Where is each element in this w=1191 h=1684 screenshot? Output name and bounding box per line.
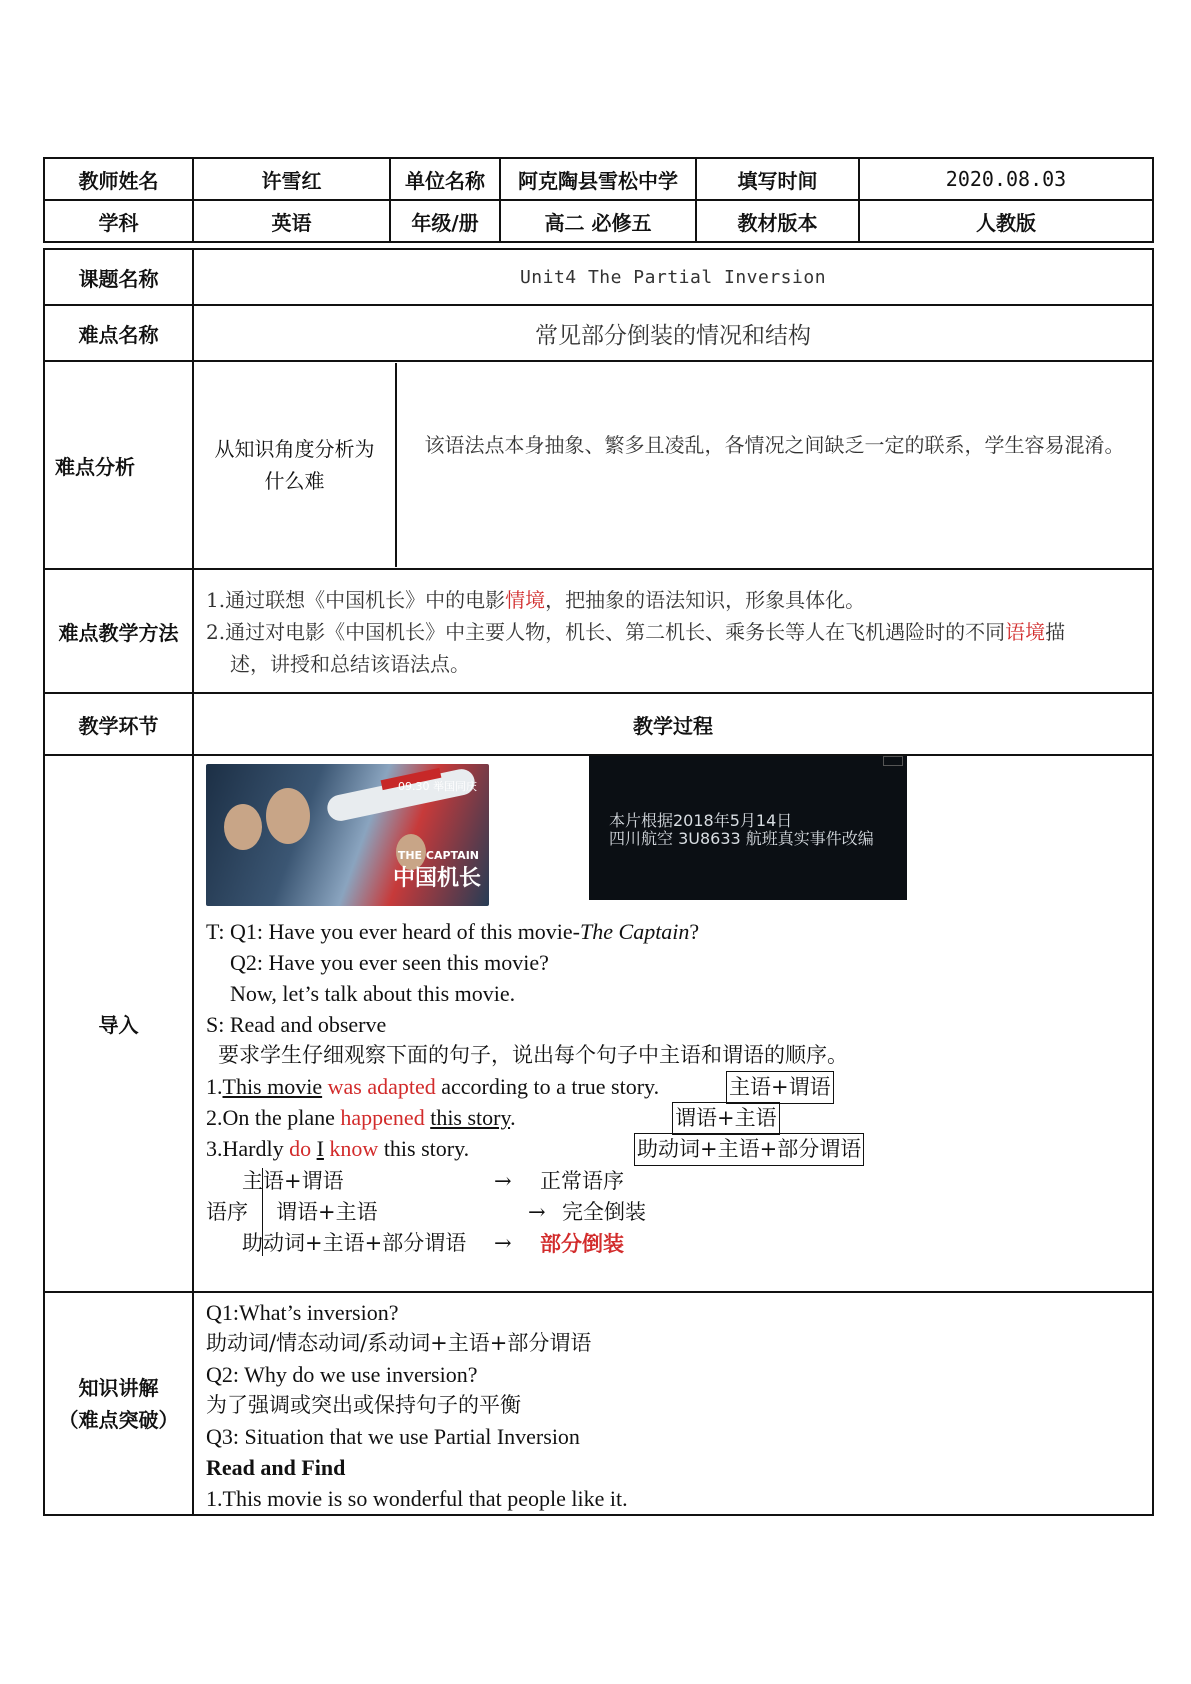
intro-q1-b: ? [689,919,700,944]
video-logo-icon [883,756,903,766]
s3-order-box: 助动词+主语+部分谓语 [634,1133,864,1166]
intro-requirement: 要求学生仔细观察下面的句子，说出每个句子中主语和谓语的顺序。 [218,1043,848,1067]
method-label: 难点教学方法 [44,569,193,693]
header-info-table [43,157,1154,243]
intro-content [194,756,1150,1289]
date-value: 2020.08.03 [859,158,1153,200]
knowledge-text [193,1292,1153,1515]
s1-num: 1. [206,1074,223,1099]
method-line-1 [206,584,1142,616]
result-3: 部分倒装 [540,1231,624,1256]
difficulty-label: 难点名称 [44,305,193,361]
s3-do: do [289,1136,312,1161]
analysis-text: 该语法点本身抽象、繁多且凌乱，各情况之间缺乏一定的联系，学生容易混淆。 [396,363,1152,567]
knowledge-q2: Q2: Why do we use inversion? [206,1362,478,1387]
s1-order-box: 主语+谓语 [726,1071,834,1104]
knowledge-q3: Q3: Situation that we use Partial Inversion [206,1424,580,1449]
s1-rest: according to a true story. [441,1074,660,1099]
method-line2-b: 描 [1045,620,1066,644]
arrow-3-icon: → [494,1231,512,1255]
intro-q2: Q2: Have you ever seen this movie? [230,950,549,975]
knowledge-read-find: Read and Find [206,1455,346,1480]
date-label: 填写时间 [696,158,859,200]
intro-text [206,916,1136,1260]
knowledge-label-1: 知识讲解 [78,1375,159,1400]
method-line-3: 述，讲授和总结该语法点。 [230,652,470,676]
intro-now: Now, let’s talk about this movie. [230,981,516,1006]
knowledge-label-2: （难点突破） [58,1407,179,1432]
poster-face-1 [224,804,262,850]
s3-a: 3.Hardly [206,1136,290,1161]
sentence-2 [206,1102,1136,1133]
grade-value: 高二 必修五 [500,200,696,242]
difficulty-value: 常见部分倒装的情况和结构 [193,305,1153,361]
knowledge-example-1: 1.This movie is so wonderful that people like it. [206,1486,628,1511]
s2-subject: this story [430,1105,511,1130]
video-caption-line-2: 四川航空 3U8633 航班真实事件改编 [609,829,874,848]
method-line1-red: 情境 [505,588,546,612]
teacher-value: 许雪红 [193,158,390,200]
knowledge-a2: 为了强调或突出或保持句子的平衡 [206,1393,521,1417]
intro-label: 导入 [44,755,193,1292]
intro-cell [193,755,1153,1292]
sentence-3 [206,1133,1136,1164]
knowledge-label [44,1292,193,1515]
process-header-label: 教学环节 [44,693,193,755]
poster-subtitle: THE CAPTAIN [397,849,479,862]
intro-q1-italic: The Captain [580,919,690,944]
topic-value: Unit4 The Partial Inversion [193,249,1153,305]
sentence-1 [206,1071,1136,1102]
arrow-2-icon: → [528,1200,546,1224]
order-2: 谓语+主语 [276,1200,378,1224]
order-summary [206,1164,1136,1260]
subject-value: 英语 [193,200,390,242]
knowledge-q1: Q1:What’s inversion? [206,1300,399,1325]
s3-know: know [329,1136,379,1161]
main-lesson-table [43,248,1154,1516]
method-line2-a: 2.通过对电影《中国机长》中主要人物，机长、第二机长、乘务长等人在飞机遇险时的不同 [206,620,1006,644]
intro-q1-a: T: Q1: Have you ever heard of this movie- [206,919,581,944]
analysis-cell [193,361,1153,569]
s1-verb: was adapted [327,1074,436,1099]
movie-poster-image [206,764,489,906]
analysis-inner-table [194,363,1152,567]
video-caption-line-1: 本片根据2018年5月14日 [609,811,793,830]
order-3: 助动词+主语+部分谓语 [242,1231,467,1255]
video-still-image [589,756,907,900]
poster-date: 09.30 举国同庆 [398,780,477,793]
process-header-value: 教学过程 [193,693,1153,755]
method-line2-red: 语境 [1005,620,1046,644]
textbook-value: 人教版 [859,200,1153,242]
unit-value: 阿克陶县雪松中学 [500,158,696,200]
order-1: 主语+谓语 [242,1169,344,1193]
s2-order-box: 谓语+主语 [672,1102,780,1135]
method-line1-b: ，把抽象的语法知识，形象具体化。 [545,588,866,612]
poster-title: 中国机长 [392,866,481,891]
s1-subject: This movie [222,1074,323,1099]
poster-face-2 [266,788,310,844]
intro-q1 [206,916,1136,947]
topic-label: 课题名称 [44,249,193,305]
subject-label: 学科 [44,200,193,242]
s3-rest: this story. [383,1136,470,1161]
method-line1-a: 1.通过联想《中国机长》中的电影 [206,588,506,612]
s3-i: I [316,1136,324,1161]
arrow-1-icon: → [494,1169,512,1193]
intro-s: S: Read and observe [206,1012,387,1037]
unit-label: 单位名称 [390,158,500,200]
textbook-label: 教材版本 [696,200,859,242]
method-text [193,569,1153,693]
analysis-label: 难点分析 [44,361,193,569]
s2-verb: happened [340,1105,425,1130]
grade-label: 年级/册 [390,200,500,242]
result-2: 完全倒装 [562,1200,646,1224]
result-1: 正常语序 [540,1169,624,1193]
knowledge-a1: 助动词/情态动词/系动词+主语+部分谓语 [206,1331,592,1355]
analysis-sub-label: 从知识角度分析为什么难 [214,437,375,493]
method-line-2 [206,616,1142,648]
s2-end: . [510,1105,516,1130]
teacher-label: 教师姓名 [44,158,193,200]
video-caption [609,812,874,848]
s2-a: 2.On the plane [206,1105,341,1130]
order-label: 语序 [206,1200,248,1224]
